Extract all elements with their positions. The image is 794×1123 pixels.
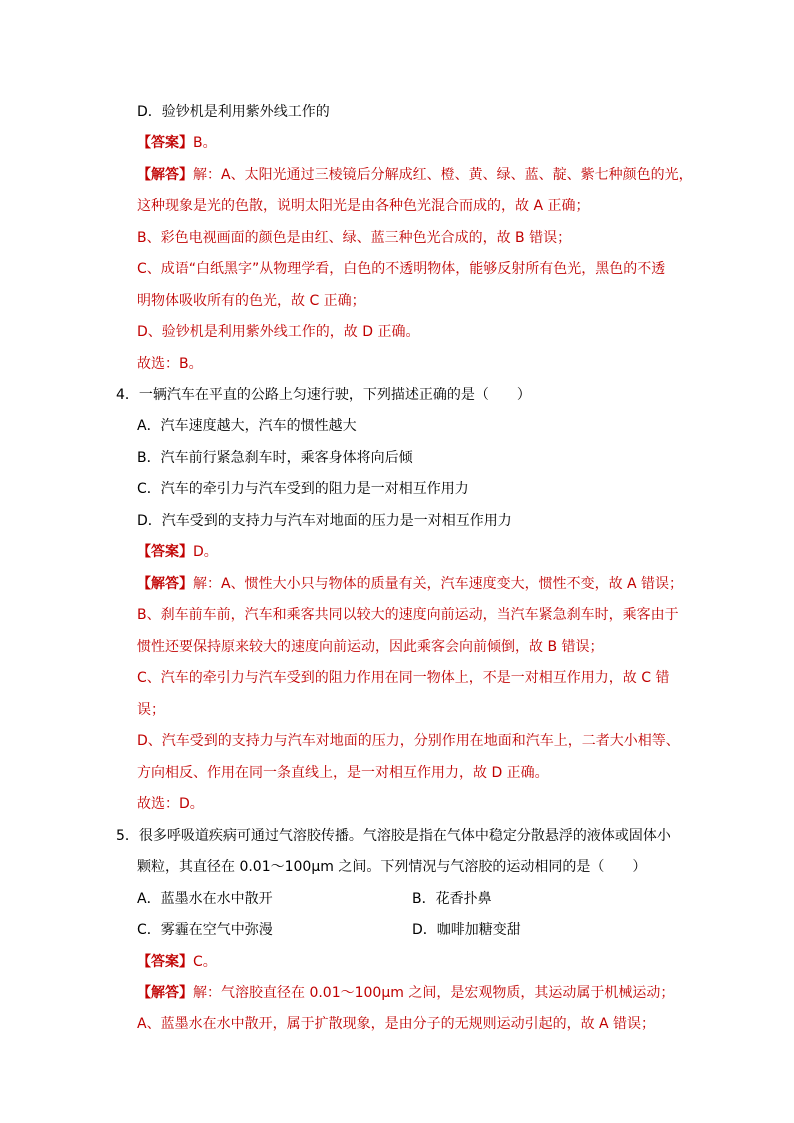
q4-conclusion: 故选：D。	[137, 796, 204, 812]
q4-option-b: B．汽车前行紧急刹车时，乘客身体将向后倾	[137, 450, 413, 466]
q3-analysis-line: C、成语“白纸黑字”从物理学看，白色的不透明物体，能够反射所有色光，黑色的不透	[137, 261, 666, 277]
analysis-tag: 【解答】	[137, 167, 193, 183]
q5-answer	[137, 952, 217, 972]
answer-value: D。	[193, 544, 218, 560]
q5-option-a: A．蓝墨水在水中散开	[137, 891, 273, 907]
analysis-tag: 【解答】	[137, 985, 193, 1001]
q4-option-c: C．汽车的牵引力与汽车受到的阻力是一对相互作用力	[137, 481, 469, 497]
q4-analysis-line: 【解答】解：A、惯性大小只与物体的质量有关，汽车速度变大，惯性不变，故 A 错误；	[137, 576, 684, 592]
q4-analysis-line: 方向相反、作用在同一条直线上，是一对相互作用力，故 D 正确。	[137, 765, 549, 781]
answer-tag: 【答案】	[137, 544, 193, 560]
analysis-tag: 【解答】	[137, 576, 193, 592]
q3-option-d: D．验钞机是利用紫外线工作的	[137, 104, 330, 120]
q3-answer	[137, 133, 217, 153]
answer-value: C。	[193, 954, 217, 970]
q3-analysis-line: 这种现象是光的色散，说明太阳光是由各种色光混合而成的，故 A 正确；	[137, 198, 590, 214]
answer-value: B。	[193, 135, 217, 151]
q5-option-b: B．花香扑鼻	[412, 891, 492, 907]
q4-analysis-line: 惯性还要保持原来较大的速度向前运动，因此乘客会向前倾倒，故 B 错误；	[137, 639, 604, 655]
quoted-phrase: “白纸黑字”	[188, 261, 260, 277]
q5-option-d: D．咖啡加糖变甜	[412, 922, 521, 938]
answer-tag: 【答案】	[137, 135, 193, 151]
q4-analysis-line: B、刹车前车前，汽车和乘客共同以较大的速度向前运动，当汽车紧急刹车时，乘客由于	[137, 607, 679, 623]
q5-analysis-line: A、蓝墨水在水中散开，属于扩散现象，是由分子的无规则运动引起的，故 A 错误；	[137, 1016, 656, 1032]
q3-conclusion: 故选：B。	[137, 356, 203, 372]
q3-analysis-line: 明物体吸收所有的色光，故 C 正确；	[137, 293, 366, 309]
answer-tag: 【答案】	[137, 954, 193, 970]
q5-stem-line: 5．很多呼吸道疾病可通过气溶胶传播。气溶胶是指在气体中稳定分散悬浮的液体或固体小	[116, 828, 671, 844]
q3-analysis-line: 【解答】解：A、太阳光通过三棱镜后分解成红、橙、黄、绿、蓝、靛、紫七种颜色的光，	[137, 167, 693, 183]
q4-analysis-line: D、汽车受到的支持力与汽车对地面的压力，分别作用在地面和汽车上，二者大小相等、	[137, 733, 680, 749]
q5-analysis-line: 【解答】解：气溶胶直径在 0.01～100μm 之间，是宏观物质，其运动属于机械运动；	[137, 985, 675, 1001]
q4-option-a: A．汽车速度越大，汽车的惯性越大	[137, 418, 357, 434]
q4-answer	[137, 542, 218, 562]
q3-analysis-line: B、彩色电视画面的颜色是由红、绿、蓝三种色光合成的，故 B 错误；	[137, 230, 572, 246]
q3-analysis-line: D、验钞机是利用紫外线工作的，故 D 正确。	[137, 324, 420, 340]
q5-stem-line: 颗粒，其直径在 0.01～100μm 之间。下列情况与气溶胶的运动相同的是（ ）	[137, 859, 647, 875]
q4-analysis-line: C、汽车的牵引力与汽车受到的阻力作用在同一物体上，不是一对相互作用力，故 C 错	[137, 670, 670, 686]
q4-analysis-line: 误；	[137, 702, 165, 718]
q4-stem: 4．一辆汽车在平直的公路上匀速行驶，下列描述正确的是（ ）	[116, 387, 531, 403]
q4-option-d: D．汽车受到的支持力与汽车对地面的压力是一对相互作用力	[137, 513, 512, 529]
q5-option-c: C．雾霾在空气中弥漫	[137, 922, 273, 938]
